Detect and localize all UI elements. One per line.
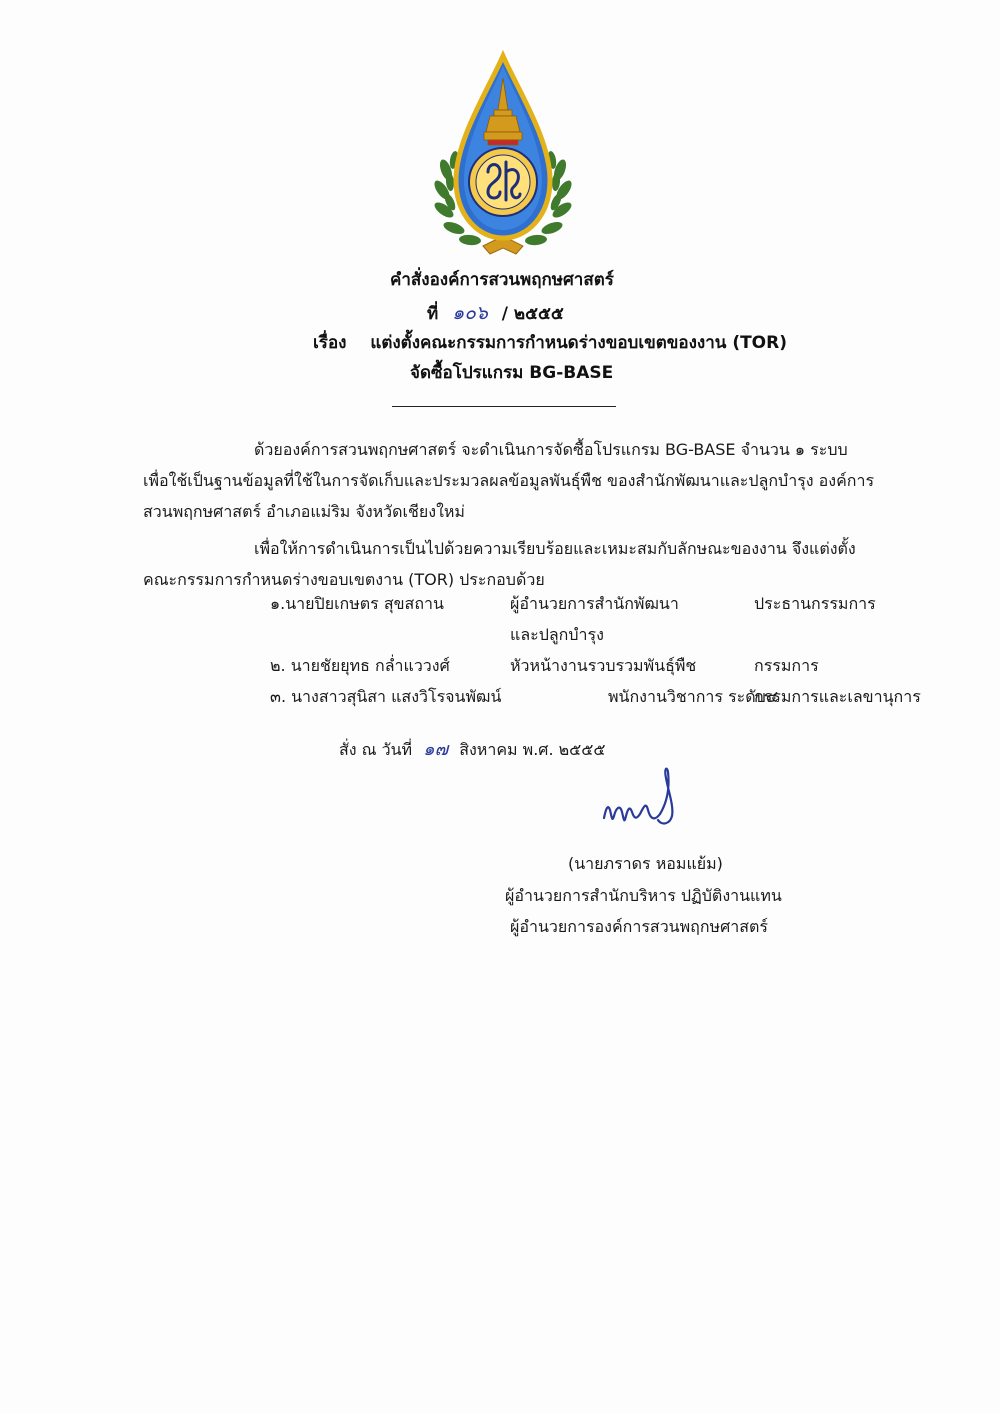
- signatory-position-2: ผู้อำนวยการองค์การสวนพฤกษศาสตร์: [510, 917, 768, 936]
- order-title: คำสั่งองค์การสวนพฤกษศาสตร์: [390, 270, 614, 290]
- committee-member-name: ๑.นายปิยเกษตร สุขสถาน: [270, 594, 444, 613]
- order-number-line: [427, 298, 564, 328]
- order-number-value: ๑๐๖: [452, 302, 488, 324]
- subject-text-2: จัดซื้อโปรแกรม BG-BASE: [410, 363, 614, 383]
- committee-member-position: ผู้อำนวยการสำนักพัฒนา: [510, 594, 679, 613]
- date-day: ๑๗: [423, 739, 449, 760]
- committee-member-role: กรรมการและเลขานุการ: [754, 687, 921, 706]
- order-number-year: / ๒๕๕๕: [501, 304, 564, 324]
- committee-member-name: ๓. นางสาวสุนิสา แสงวิโรจนพัฒน์: [270, 687, 502, 706]
- paragraph-1-line-2: เพื่อใช้เป็นฐานข้อมูลที่ใช้ในการจัดเก็บและประมวลผลข้อมูลพันธุ์พืช ของสำนักพัฒนาและปลูกบำรุง องค์การ: [143, 471, 875, 490]
- committee-member-position-cont: และปลูกบำรุง: [510, 625, 604, 644]
- order-date: [339, 734, 606, 763]
- org-emblem-icon: [428, 50, 578, 260]
- signatory-position-1: ผู้อำนวยการสำนักบริหาร ปฏิบัติงานแทน: [505, 886, 782, 905]
- committee-member-position: พนักงานวิชาการ ระดับ๔: [608, 687, 778, 706]
- subject-label: เรื่อง: [313, 333, 347, 353]
- paragraph-2-line-2: คณะกรรมการกำหนดร่างขอบเขตงาน (TOR) ประกอบด้วย: [143, 570, 545, 589]
- handwritten-signature-icon: [598, 760, 688, 835]
- committee-member-role: กรรมการ: [754, 656, 819, 675]
- signatory-name: (นายภราดร หอมแย้ม): [568, 854, 723, 873]
- paragraph-1-line-3: สวนพฤกษศาสตร์ อำเภอแม่ริม จังหวัดเชียงใหม่: [143, 502, 465, 521]
- date-month-year: สิงหาคม พ.ศ. ๒๕๕๕: [459, 740, 606, 759]
- subject-line: [313, 329, 787, 356]
- committee-member-role: ประธานกรรมการ: [754, 594, 876, 613]
- date-prefix: สั่ง ณ วันที่: [339, 740, 413, 759]
- heading-divider: [392, 406, 616, 407]
- committee-member-name: ๒. นายชัยยุทธ กล่ำแววงศ์: [270, 656, 450, 675]
- paragraph-2-line-1: เพื่อให้การดำเนินการเป็นไปด้วยความเรียบร้อยและเหมะสมกับลักษณะของงาน จึงแต่งตั้ง: [254, 539, 856, 558]
- order-number-prefix: ที่: [427, 304, 439, 324]
- paragraph-1-line-1: ด้วยองค์การสวนพฤกษศาสตร์ จะดำเนินการจัดซื้อโปรแกรม BG-BASE จำนวน ๑ ระบบ: [254, 440, 848, 459]
- subject-text-1: แต่งตั้งคณะกรรมการกำหนดร่างขอบเขตของงาน (TOR): [370, 333, 787, 353]
- committee-member-position: หัวหน้างานรวบรวมพันธุ์พืช: [510, 656, 697, 675]
